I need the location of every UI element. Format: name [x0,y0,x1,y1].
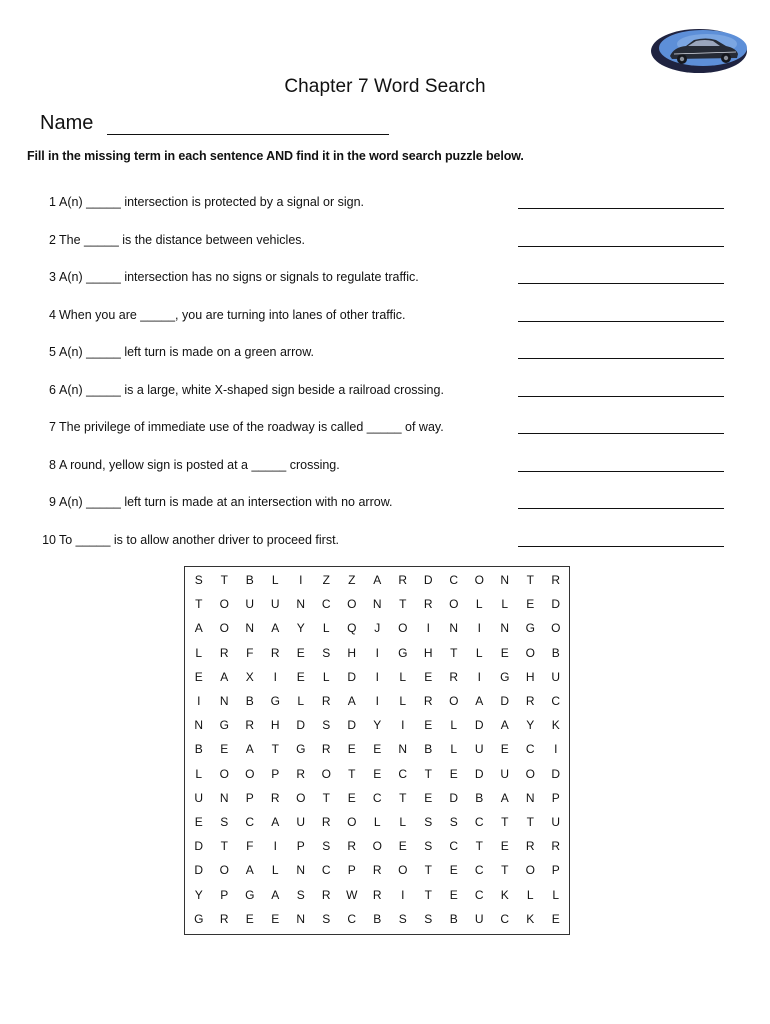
grid-letter[interactable]: G [270,694,280,708]
name-label: Name [40,112,94,134]
grid-letter[interactable]: T [271,742,279,757]
grid-letter[interactable]: O [296,790,306,805]
grid-letter[interactable]: N [500,573,510,587]
grid-letter[interactable]: O [449,694,459,708]
grid-row [185,592,569,616]
grid-letter[interactable]: N [372,597,382,612]
grid-letter[interactable]: H [423,645,433,660]
question-text: A(n) _____ left turn is made on a green arrow. [59,345,315,359]
grid-letter[interactable]: L [399,815,407,829]
grid-row [185,858,569,882]
grid-row [185,810,569,834]
grid-letter[interactable]: R [525,694,535,708]
grid-letter[interactable]: D [449,790,459,805]
grid-letter[interactable]: L [271,863,279,878]
grid-letter[interactable]: E [500,839,509,854]
grid-letter[interactable]: U [474,911,484,926]
grid-letter[interactable]: O [219,621,229,636]
grid-letter[interactable]: G [245,887,255,902]
grid-letter[interactable]: A [220,669,229,684]
question-text: A round, yellow sign is posted at a _____ crossing. [59,457,340,472]
question-number: 9 [49,495,56,509]
question-text: When you are _____, you are turning into lanes of other traffic. [59,307,406,322]
question-number: 7 [49,420,56,434]
grid-letter[interactable]: S [220,815,229,829]
grid-letter[interactable]: N [296,863,306,878]
grid-letter[interactable]: O [398,863,408,878]
grid-letter[interactable]: T [322,790,330,805]
grid-letter[interactable]: P [220,887,229,902]
grid-letter[interactable]: B [475,790,484,805]
grid-letter[interactable]: D [296,718,306,733]
grid-letter[interactable]: O [474,573,484,587]
grid-letter[interactable]: J [374,621,381,636]
grid-letter[interactable]: A [475,694,484,708]
grid-letter[interactable]: Y [373,718,382,733]
grid-letter[interactable]: U [245,597,255,612]
grid-row [185,907,569,931]
grid-letter[interactable]: A [500,718,509,733]
grid-letter[interactable]: O [525,863,535,878]
grid-letter[interactable]: C [474,887,484,902]
grid-letter[interactable]: E [373,766,382,781]
grid-letter[interactable]: C [321,863,331,878]
page-title: Chapter 7 Word Search [284,76,486,97]
grid-letter[interactable]: C [500,911,510,926]
question-number: 4 [49,307,56,322]
grid-letter[interactable]: B [245,694,254,708]
grid-row [185,568,569,592]
grid-letter[interactable]: F [246,839,254,854]
grid-letter[interactable]: B [194,742,203,757]
grid-letter[interactable]: I [273,839,277,854]
grid-letter[interactable]: F [246,645,254,660]
grid-letter[interactable]: T [424,887,432,902]
grid-letter[interactable]: U [551,815,561,829]
grid-letter[interactable]: N [194,718,204,733]
grid-letter[interactable]: C [347,911,357,926]
grid-letter[interactable]: O [347,815,357,829]
grid-letter[interactable]: T [424,766,432,781]
grid-letter[interactable]: L [526,887,534,902]
question-number: 5 [49,345,56,359]
grid-letter[interactable]: O [219,863,229,878]
grid-letter[interactable]: Q [347,621,357,636]
grid-letter[interactable]: I [426,621,430,636]
grid-letter[interactable]: L [399,669,407,684]
grid-letter[interactable]: P [296,839,305,854]
grid-letter[interactable]: A [245,863,254,878]
answer-line[interactable] [518,246,724,247]
question-item [30,383,750,403]
grid-letter[interactable]: B [373,911,382,926]
grid-letter[interactable]: T [399,790,407,805]
grid-letter[interactable]: A [271,621,280,636]
grid-letter[interactable]: T [526,573,534,587]
grid-letter[interactable]: T [195,597,203,612]
grid-letter[interactable]: T [220,573,228,587]
grid-row [185,834,569,858]
grid-letter[interactable]: R [347,839,357,854]
grid-letter[interactable]: I [401,718,405,733]
grid-letter[interactable]: B [551,645,560,660]
grid-letter[interactable]: G [194,911,204,926]
grid-row [185,665,569,689]
grid-letter[interactable]: K [500,887,509,902]
question-number: 3 [49,270,56,284]
grid-letter[interactable]: S [449,815,458,829]
grid-letter[interactable]: R [372,863,382,878]
grid-letter[interactable]: R [398,573,408,587]
name-row [40,110,389,135]
grid-letter[interactable]: G [500,669,510,684]
grid-letter[interactable]: O [245,766,255,781]
grid-letter[interactable]: L [399,694,407,708]
grid-letter[interactable]: N [398,742,408,757]
answer-line[interactable] [518,508,724,509]
grid-letter[interactable]: S [424,839,433,854]
grid-letter[interactable]: Z [348,573,356,587]
grid-letter[interactable]: A [500,790,509,805]
grid-letter[interactable]: L [322,621,330,636]
grid-row [185,883,569,907]
grid-letter[interactable]: E [449,863,458,878]
grid-letter[interactable]: C [474,815,484,829]
grid-letter[interactable]: B [424,742,433,757]
question-number: 1 [49,195,56,209]
question-number: 10 [42,532,56,547]
grid-letter[interactable]: G [398,645,408,660]
grid-letter[interactable]: T [501,815,509,829]
grid-letter[interactable]: S [322,645,331,660]
grid-letter[interactable]: T [526,815,534,829]
grid-letter[interactable]: R [423,597,433,612]
instructions: Fill in the missing term in each sentence AND find it in the word search puzzle below. [27,149,524,163]
grid-letter[interactable]: O [398,621,408,636]
grid-letter[interactable]: L [501,597,509,612]
grid-letter[interactable]: B [449,911,458,926]
grid-letter[interactable]: N [296,597,306,612]
question-text: A(n) _____ intersection is protected by a signal or sign. [59,195,365,209]
grid-letter[interactable]: H [347,645,357,660]
name-field[interactable] [107,110,389,135]
grid-letter[interactable]: T [450,645,458,660]
grid-letter[interactable]: Z [322,573,330,587]
grid-letter[interactable]: E [398,839,407,854]
grid-letter[interactable]: R [270,645,280,660]
grid-letter[interactable]: R [321,742,331,757]
grid-letter[interactable]: L [450,742,458,757]
grid-letter[interactable]: D [551,597,561,612]
grid-letter[interactable]: E [424,669,433,684]
grid-letter[interactable]: E [500,742,509,757]
grid-letter[interactable]: B [245,573,254,587]
grid-letter[interactable]: H [270,718,280,733]
grid-letter[interactable]: E [424,718,433,733]
grid-letter[interactable]: S [424,911,433,926]
answer-line[interactable] [518,396,724,397]
question-number: 6 [49,382,56,397]
question-text: The privilege of immediate use of the roadway is called _____ of way. [59,420,444,434]
grid-letter[interactable]: E [194,815,203,829]
grid-letter[interactable]: Y [194,887,203,902]
grid-letter[interactable]: S [398,911,407,926]
question-text: The _____ is the distance between vehicles. [59,232,305,247]
grid-letter[interactable]: N [245,621,255,636]
car-logo-icon [650,28,748,74]
grid-letter[interactable]: I [477,669,481,684]
grid-letter[interactable]: E [551,911,560,926]
grid-letter[interactable]: R [219,911,229,926]
grid-letter[interactable]: L [195,645,203,660]
grid-row [185,786,569,810]
grid-letter[interactable]: E [271,911,280,926]
grid-letter[interactable]: P [347,863,356,878]
grid-letter[interactable]: A [194,621,203,636]
grid-letter[interactable]: T [399,597,407,612]
grid-letter[interactable]: G [296,742,306,757]
grid-letter[interactable]: O [525,766,535,781]
grid-row [185,737,569,761]
grid-letter[interactable]: E [449,766,458,781]
question-number: 8 [49,457,56,472]
grid-letter[interactable]: E [194,669,203,684]
grid-letter[interactable]: U [474,742,484,757]
grid-letter[interactable]: T [475,839,483,854]
grid-letter[interactable]: X [245,669,254,684]
grid-letter[interactable]: T [220,839,228,854]
grid-letter[interactable]: N [500,621,510,636]
grid-letter[interactable]: E [347,742,356,757]
question-text: A(n) _____ intersection has no signs or signals to regulate traffic. [59,270,419,284]
grid-letter[interactable]: I [401,887,405,902]
grid-letter[interactable]: C [449,839,459,854]
grid-letter[interactable]: S [194,573,203,587]
grid-letter[interactable]: E [245,911,254,926]
grid-letter[interactable]: U [270,597,280,612]
grid-letter[interactable]: G [219,718,229,733]
grid-row [185,689,569,713]
question-item [30,345,750,365]
question-item [30,308,750,328]
grid-letter[interactable]: L [322,669,330,684]
grid-letter[interactable]: E [347,790,356,805]
grid-letter[interactable]: D [347,669,357,684]
answer-line[interactable] [518,546,724,547]
grid-letter[interactable]: K [526,911,535,926]
grid-letter[interactable]: N [525,790,535,805]
grid-letter[interactable]: I [375,645,379,660]
grid-letter[interactable]: P [271,766,280,781]
grid-row [185,616,569,640]
grid-letter[interactable]: Y [296,621,305,636]
grid-letter[interactable]: I [299,573,303,587]
grid-letter[interactable]: D [194,839,204,854]
grid-letter[interactable]: L [195,766,203,781]
question-item [30,270,750,290]
grid-letter[interactable]: O [219,766,229,781]
grid-letter[interactable]: A [373,573,382,587]
grid-letter[interactable]: C [245,815,255,829]
grid-letter[interactable]: S [322,839,331,854]
grid-letter[interactable]: E [373,742,382,757]
grid-letter[interactable]: L [271,573,279,587]
question-item [30,495,750,515]
grid-letter[interactable]: O [449,597,459,612]
grid-letter[interactable]: T [424,863,432,878]
grid-letter[interactable]: T [501,863,509,878]
question-text: To _____ is to allow another driver to proceed first. [59,532,340,547]
grid-letter[interactable]: H [525,669,535,684]
grid-letter[interactable]: I [477,621,481,636]
grid-letter[interactable]: E [220,742,229,757]
grid-letter[interactable]: U [551,669,561,684]
grid-letter[interactable]: L [450,718,458,733]
grid-letter[interactable]: I [375,669,379,684]
grid-letter[interactable]: A [271,815,280,829]
answer-line[interactable] [518,208,724,209]
grid-letter[interactable]: R [423,694,433,708]
answer-line[interactable] [518,433,724,434]
grid-letter[interactable]: I [375,694,379,708]
grid-letter[interactable]: R [245,718,255,733]
grid-letter[interactable]: C [321,597,331,612]
grid-letter[interactable]: C [398,766,408,781]
answer-line[interactable] [518,283,724,284]
grid-letter[interactable]: P [551,790,560,805]
grid-letter[interactable]: N [296,911,306,926]
grid-letter[interactable]: C [372,790,382,805]
grid-letter[interactable]: O [347,597,357,612]
grid-letter[interactable]: E [424,790,433,805]
grid-letter[interactable]: D [347,718,357,733]
question-item [30,420,750,440]
question-item [30,533,750,553]
grid-letter[interactable]: R [219,645,229,660]
grid-letter[interactable]: I [197,694,201,708]
grid-letter[interactable]: O [372,839,382,854]
grid-letter[interactable]: D [500,694,510,708]
grid-letter[interactable]: N [219,790,229,805]
grid-letter[interactable]: R [321,887,331,902]
grid-letter[interactable]: N [449,621,459,636]
question-text: A(n) _____ left turn is made at an intersection with no arrow. [59,495,393,509]
grid-letter[interactable]: T [348,766,356,781]
grid-letter[interactable]: G [525,621,535,636]
grid-letter[interactable]: U [194,790,204,805]
grid-letter[interactable]: U [500,766,510,781]
grid-letter[interactable]: E [449,887,458,902]
grid-letter[interactable]: R [321,694,331,708]
grid-letter[interactable]: C [525,742,535,757]
grid-letter[interactable]: R [372,887,382,902]
grid-letter[interactable]: C [449,573,459,587]
grid-letter[interactable]: E [296,645,305,660]
grid-letter[interactable]: A [271,887,280,902]
grid-letter[interactable]: O [525,645,535,660]
grid-letter[interactable]: E [500,645,509,660]
grid-letter[interactable]: A [347,694,356,708]
grid-letter[interactable]: O [219,597,229,612]
grid-letter[interactable]: S [322,911,331,926]
answer-line[interactable] [518,321,724,322]
grid-letter[interactable]: P [245,790,254,805]
grid-letter[interactable]: L [297,694,305,708]
question-number: 2 [49,232,56,247]
grid-letter[interactable]: D [423,573,433,587]
grid-letter[interactable]: C [474,863,484,878]
grid-letter[interactable]: O [321,766,331,781]
grid-letter[interactable]: L [373,815,381,829]
grid-letter[interactable]: I [554,742,558,757]
grid-letter[interactable]: R [270,790,280,805]
grid-letter[interactable]: S [296,887,305,902]
grid-letter[interactable]: P [551,863,560,878]
answer-line[interactable] [518,471,724,472]
grid-letter[interactable]: D [551,766,561,781]
question-item [30,195,750,215]
grid-row [185,762,569,786]
grid-letter[interactable]: R [525,839,535,854]
grid-letter[interactable]: D [474,766,484,781]
grid-letter[interactable]: U [296,815,306,829]
grid-letter[interactable]: R [449,669,459,684]
grid-row [185,713,569,737]
grid-letter[interactable]: O [551,621,561,636]
grid-letter[interactable]: E [296,669,305,684]
grid-letter[interactable]: R [321,815,331,829]
grid-letter[interactable]: L [475,597,483,612]
grid-letter[interactable]: E [526,597,535,612]
grid-letter[interactable]: S [424,815,433,829]
grid-letter[interactable]: L [552,887,560,902]
grid-letter[interactable]: Y [526,718,535,733]
grid-letter[interactable]: R [296,766,306,781]
question-item [30,458,750,478]
word-search-grid [184,566,570,935]
grid-letter[interactable]: N [219,694,229,708]
question-item [30,233,750,253]
grid-letter[interactable]: D [474,718,484,733]
grid-letter[interactable]: R [551,573,561,587]
grid-letter[interactable]: A [245,742,254,757]
grid-letter[interactable]: K [551,718,560,733]
grid-letter[interactable]: I [273,669,277,684]
grid-letter[interactable]: C [551,694,561,708]
grid-letter[interactable]: D [194,863,204,878]
grid-letter[interactable]: W [346,887,358,902]
grid-letter[interactable]: L [475,645,483,660]
grid-letter[interactable]: S [322,718,331,733]
answer-line[interactable] [518,358,724,359]
grid-row [185,641,569,665]
grid-letter[interactable]: R [551,839,561,854]
question-text: A(n) _____ is a large, white X-shaped sign beside a railroad crossing. [59,382,444,397]
